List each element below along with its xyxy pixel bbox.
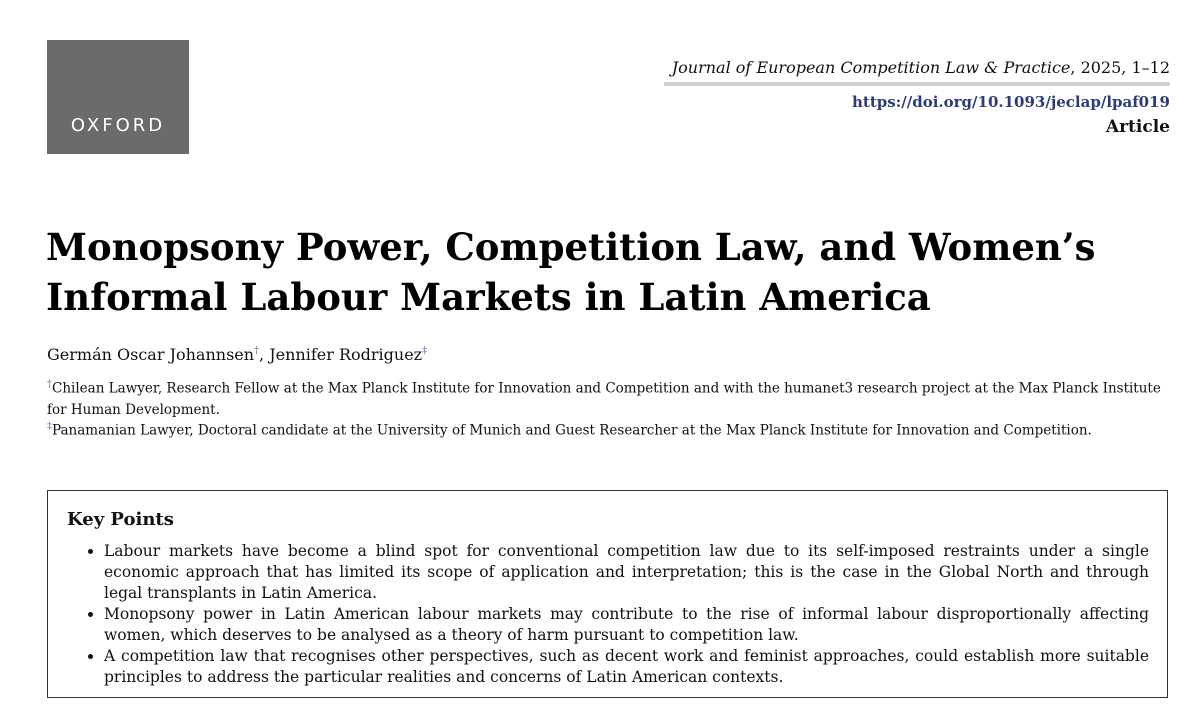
publisher-logo [47,40,189,154]
affiliation-text: Chilean Lawyer, Research Fellow at the Max Planck Institute for Innovation and Competition and with the humanet3 research project at the Max Planck Institute for Human Development. [47,380,1161,418]
journal-name: Journal of European Competition Law & Practice [671,58,1071,77]
key-points-box [47,490,1168,698]
key-point-item: • Monopsony power in Latin American labour markets may contribute to the rise of informal labour disproportionally affecting women, which deserves to be analysed as a theory of harm pursuant to competition law. [104,604,1149,646]
author-affiliation-mark[interactable]: ‡ [422,345,428,357]
logo-text: OXFORD [70,115,166,136]
affiliation [47,416,1171,442]
affiliation-text: Panamanian Lawyer, Doctoral candidate at the University of Munich and Guest Researcher at the Max Planck Institute for Innovation and Competition. [52,422,1092,439]
author-name: Germán Oscar Johannsen [47,345,255,364]
journal-details: , 2025, 1–12 [1070,58,1170,77]
key-points-heading: Key Points [67,509,174,530]
author-list [47,345,427,364]
author-name: Jennifer Rodriguez [269,345,423,364]
author-separator: , [259,345,270,364]
header-rule [664,82,1170,86]
key-points-list [67,541,1149,688]
affiliation-mark: † [47,379,52,390]
author-affiliation-mark[interactable]: † [254,345,260,357]
affiliation [47,374,1171,421]
affiliation-mark: ‡ [47,421,52,432]
key-point-item: • Labour markets have become a blind spot for conventional competition law due to its self-imposed restraints under a single economic approach that has limited its scope of application and interpretation; this is the case in the Global North and through legal transplants in Latin America. [104,541,1149,604]
doi-link[interactable]: https://doi.org/10.1093/jeclap/lpaf019 [852,93,1170,111]
journal-citation [672,58,1170,77]
article-type: Article [1105,117,1170,137]
key-point-item: • A competition law that recognises other perspectives, such as decent work and feminist approaches, could establish more suitable principles to address the particular realities and concerns of Latin American contexts. [104,646,1149,688]
article-title: Monopsony Power, Competition Law, and Women’s Informal Labour Markets in Latin America [46,225,1096,319]
